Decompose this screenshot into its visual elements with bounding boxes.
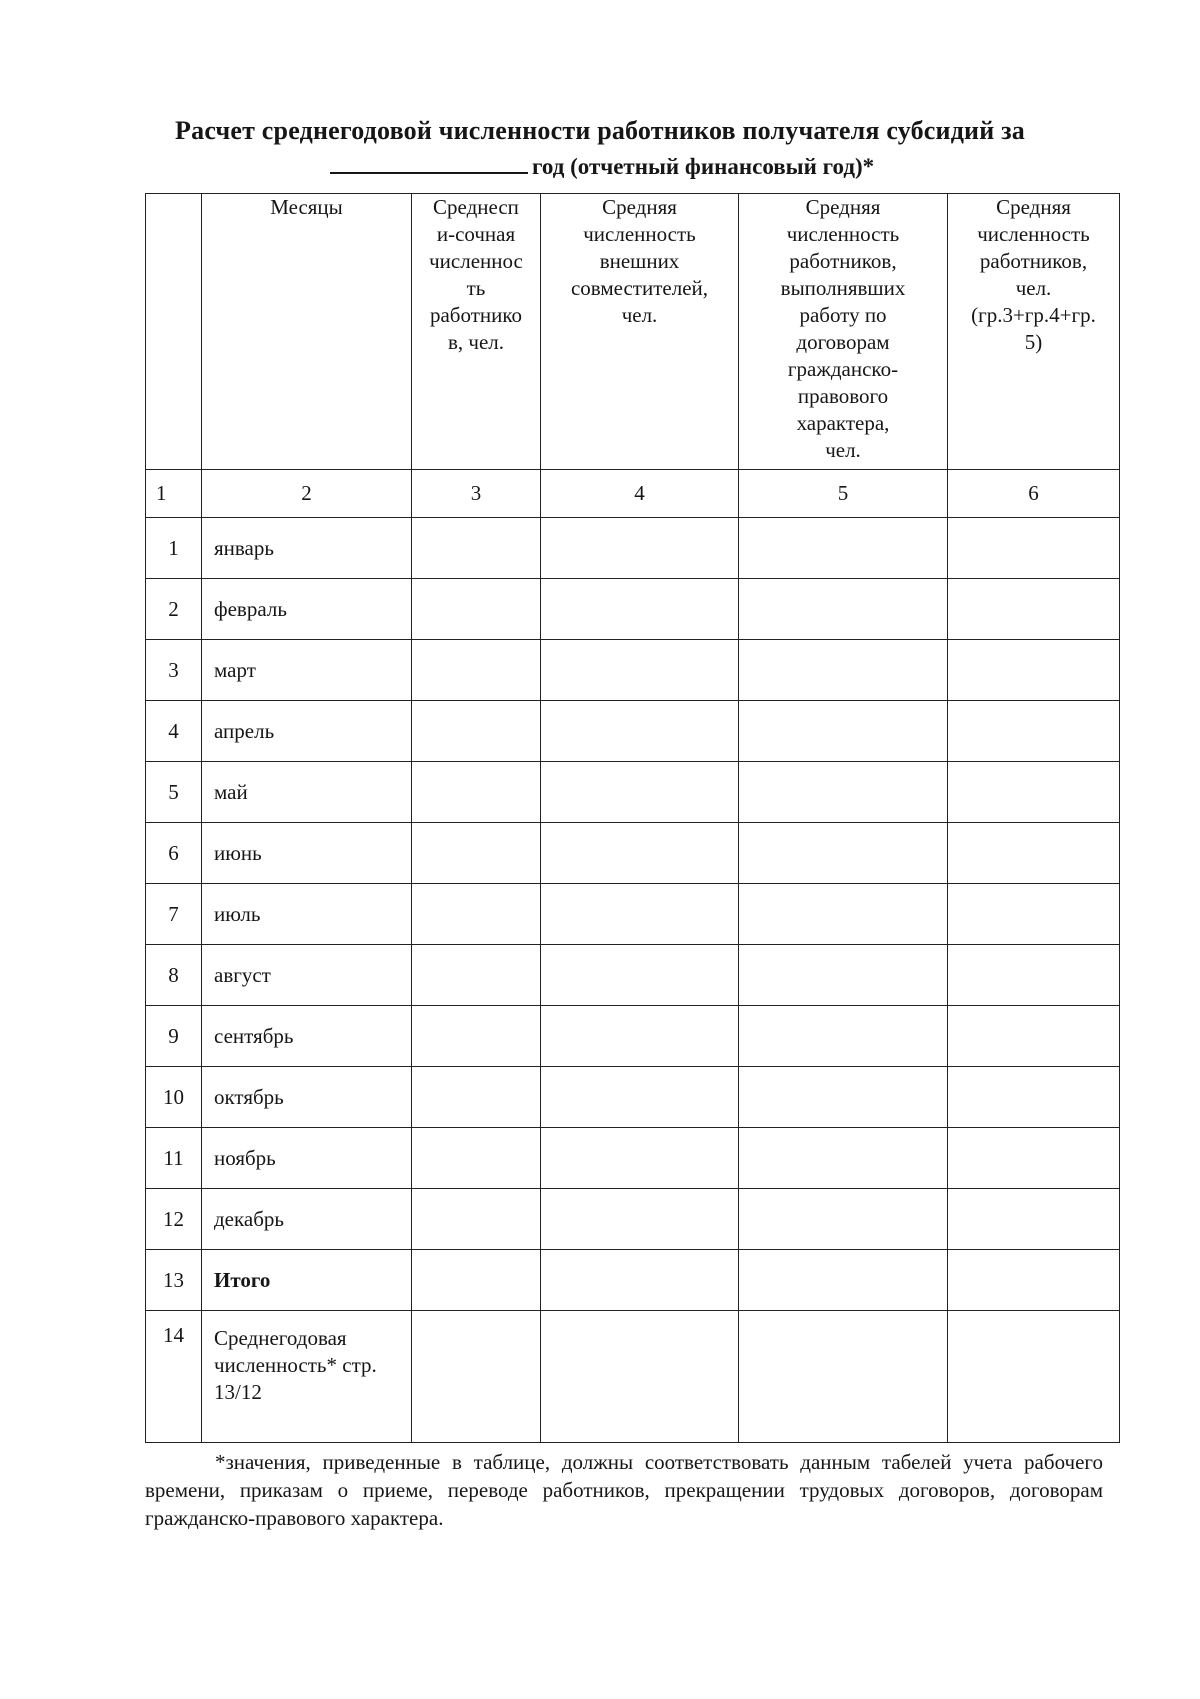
row-number: 9 xyxy=(146,1006,202,1067)
table-row-november xyxy=(146,1128,1120,1189)
value-cell[interactable] xyxy=(541,945,739,1006)
column-number: 2 xyxy=(202,470,412,518)
value-cell[interactable] xyxy=(541,701,739,762)
header-line: ть xyxy=(466,276,486,300)
row-number: 2 xyxy=(146,579,202,640)
table-row-april xyxy=(146,701,1120,762)
value-cell[interactable] xyxy=(541,1311,739,1443)
column-number: 4 xyxy=(541,470,739,518)
header-line: совместителей, xyxy=(570,276,709,300)
value-cell[interactable] xyxy=(412,1311,541,1443)
row-label: август xyxy=(202,945,412,1006)
row-label: июнь xyxy=(202,823,412,884)
header-line: правового xyxy=(797,384,889,408)
value-cell[interactable] xyxy=(739,1006,948,1067)
year-blank-line xyxy=(330,152,528,174)
value-cell[interactable] xyxy=(948,518,1120,579)
value-cell[interactable] xyxy=(541,1067,739,1128)
row-number: 4 xyxy=(146,701,202,762)
header-line: (гр.3+гр.4+гр. xyxy=(971,303,1096,327)
header-line: в, чел. xyxy=(447,330,505,354)
row-label: июль xyxy=(202,884,412,945)
header-line: договорам xyxy=(796,330,890,354)
value-cell[interactable] xyxy=(739,884,948,945)
header-cell-external-part-timers xyxy=(541,194,739,470)
value-cell[interactable] xyxy=(739,945,948,1006)
row-number: 12 xyxy=(146,1189,202,1250)
row-label: май xyxy=(202,762,412,823)
value-cell[interactable] xyxy=(739,762,948,823)
value-cell[interactable] xyxy=(412,1189,541,1250)
table-row-february xyxy=(146,579,1120,640)
header-line: чел. xyxy=(825,438,861,462)
value-cell[interactable] xyxy=(739,701,948,762)
header-line: работников, xyxy=(979,249,1088,273)
value-cell[interactable] xyxy=(739,823,948,884)
value-cell[interactable] xyxy=(948,762,1120,823)
row-number: 6 xyxy=(146,823,202,884)
value-cell[interactable] xyxy=(948,640,1120,701)
header-line: гражданско- xyxy=(787,357,899,381)
value-cell[interactable] xyxy=(541,579,739,640)
page-title-line2 xyxy=(330,152,874,180)
value-cell[interactable] xyxy=(739,1128,948,1189)
value-cell[interactable] xyxy=(541,1006,739,1067)
header-line: Среднесп xyxy=(433,195,519,219)
header-line: чел. xyxy=(621,303,658,327)
row-label: апрель xyxy=(202,701,412,762)
table-header-row xyxy=(146,194,1120,470)
header-line: характера, xyxy=(796,411,890,435)
value-cell[interactable] xyxy=(948,579,1120,640)
header-cell-months xyxy=(202,194,412,470)
header-line: Месяцы xyxy=(270,195,343,219)
header-line: Средняя xyxy=(805,195,881,219)
table-row-august xyxy=(146,945,1120,1006)
value-cell[interactable] xyxy=(948,1067,1120,1128)
value-cell[interactable] xyxy=(412,823,541,884)
value-cell[interactable] xyxy=(412,1006,541,1067)
header-line: численность xyxy=(583,222,696,246)
row-number: 3 xyxy=(146,640,202,701)
value-cell[interactable] xyxy=(541,1250,739,1311)
row-label-total: Итого xyxy=(202,1250,412,1311)
value-cell[interactable] xyxy=(948,945,1120,1006)
column-number: 6 xyxy=(948,470,1120,518)
row-number: 7 xyxy=(146,884,202,945)
row-label: Среднегодовая численность* стр. 13/12 xyxy=(202,1311,412,1443)
header-line: и-сочная xyxy=(436,222,516,246)
page-title-line2-text: год (отчетный финансовый год)* xyxy=(532,154,875,179)
row-label: октябрь xyxy=(202,1067,412,1128)
value-cell[interactable] xyxy=(948,701,1120,762)
header-line: Средняя xyxy=(996,195,1071,219)
table-row-annual-average xyxy=(146,1311,1120,1443)
value-cell[interactable] xyxy=(739,640,948,701)
value-cell[interactable] xyxy=(948,1006,1120,1067)
table-row-october xyxy=(146,1067,1120,1128)
column-number: 3 xyxy=(412,470,541,518)
value-cell[interactable] xyxy=(948,1128,1120,1189)
value-cell[interactable] xyxy=(739,518,948,579)
header-line: 5) xyxy=(1024,330,1043,354)
row-number: 14 xyxy=(146,1311,202,1443)
table-row-total xyxy=(146,1250,1120,1311)
table-row-march xyxy=(146,640,1120,701)
header-line: численность xyxy=(977,222,1090,246)
row-number: 10 xyxy=(146,1067,202,1128)
value-cell[interactable] xyxy=(412,762,541,823)
header-cell-avg-payroll xyxy=(412,194,541,470)
header-line: работу по xyxy=(799,303,887,327)
row-number: 5 xyxy=(146,762,202,823)
page-title-line1: Расчет среднегодовой численности работников получателя субсидий за xyxy=(175,116,1025,145)
value-cell[interactable] xyxy=(948,1189,1120,1250)
column-number: 1 xyxy=(146,470,202,518)
column-number-row xyxy=(146,470,1120,518)
header-line: численность xyxy=(786,222,900,246)
row-label: март xyxy=(202,640,412,701)
value-cell[interactable] xyxy=(541,884,739,945)
value-cell[interactable] xyxy=(541,1189,739,1250)
value-cell[interactable] xyxy=(412,945,541,1006)
value-cell[interactable] xyxy=(739,579,948,640)
table-row-january xyxy=(146,518,1120,579)
header-line: внешних xyxy=(599,249,680,273)
table-row-july xyxy=(146,884,1120,945)
row-label: сентябрь xyxy=(202,1006,412,1067)
value-cell[interactable] xyxy=(412,1250,541,1311)
row-number: 1 xyxy=(146,518,202,579)
footnote: *значения, приведенные в таблице, должны соответствовать данным табелей учета рабочего времени, приказам о приеме, переводе работников, прекращении трудовых договоров, договорам гражданско-правового характера. xyxy=(145,1450,1103,1530)
row-number: 11 xyxy=(146,1128,202,1189)
row-label: февраль xyxy=(202,579,412,640)
value-cell[interactable] xyxy=(948,884,1120,945)
headcount-table xyxy=(145,193,1120,1443)
value-cell[interactable] xyxy=(412,884,541,945)
value-cell[interactable] xyxy=(412,1067,541,1128)
row-number: 13 xyxy=(146,1250,202,1311)
header-line: работнико xyxy=(429,303,523,327)
header-cell-civil-contracts xyxy=(739,194,948,470)
header-line: Средняя xyxy=(602,195,677,219)
value-cell[interactable] xyxy=(739,1311,948,1443)
value-cell[interactable] xyxy=(948,1250,1120,1311)
header-line: численнос xyxy=(429,249,523,273)
value-cell[interactable] xyxy=(739,1250,948,1311)
row-label: ноябрь xyxy=(202,1128,412,1189)
value-cell[interactable] xyxy=(541,518,739,579)
value-cell[interactable] xyxy=(412,701,541,762)
header-cell-1 xyxy=(146,194,202,470)
row-number: 8 xyxy=(146,945,202,1006)
column-number: 5 xyxy=(739,470,948,518)
value-cell[interactable] xyxy=(412,518,541,579)
value-cell[interactable] xyxy=(412,1128,541,1189)
value-cell[interactable] xyxy=(412,640,541,701)
table-row-june xyxy=(146,823,1120,884)
table-row-september xyxy=(146,1006,1120,1067)
value-cell[interactable] xyxy=(948,1311,1120,1443)
value-cell[interactable] xyxy=(541,1128,739,1189)
value-cell[interactable] xyxy=(739,1189,948,1250)
value-cell[interactable] xyxy=(739,1067,948,1128)
value-cell[interactable] xyxy=(541,640,739,701)
value-cell[interactable] xyxy=(541,823,739,884)
header-line: чел. xyxy=(1015,276,1052,300)
value-cell[interactable] xyxy=(541,762,739,823)
header-line: выполнявших xyxy=(780,276,906,300)
header-line: работников, xyxy=(789,249,897,273)
row-label: январь xyxy=(202,518,412,579)
value-cell[interactable] xyxy=(412,579,541,640)
row-label: декабрь xyxy=(202,1189,412,1250)
table-row-may xyxy=(146,762,1120,823)
value-cell[interactable] xyxy=(948,823,1120,884)
header-cell-total-avg xyxy=(948,194,1120,470)
table-row-december xyxy=(146,1189,1120,1250)
